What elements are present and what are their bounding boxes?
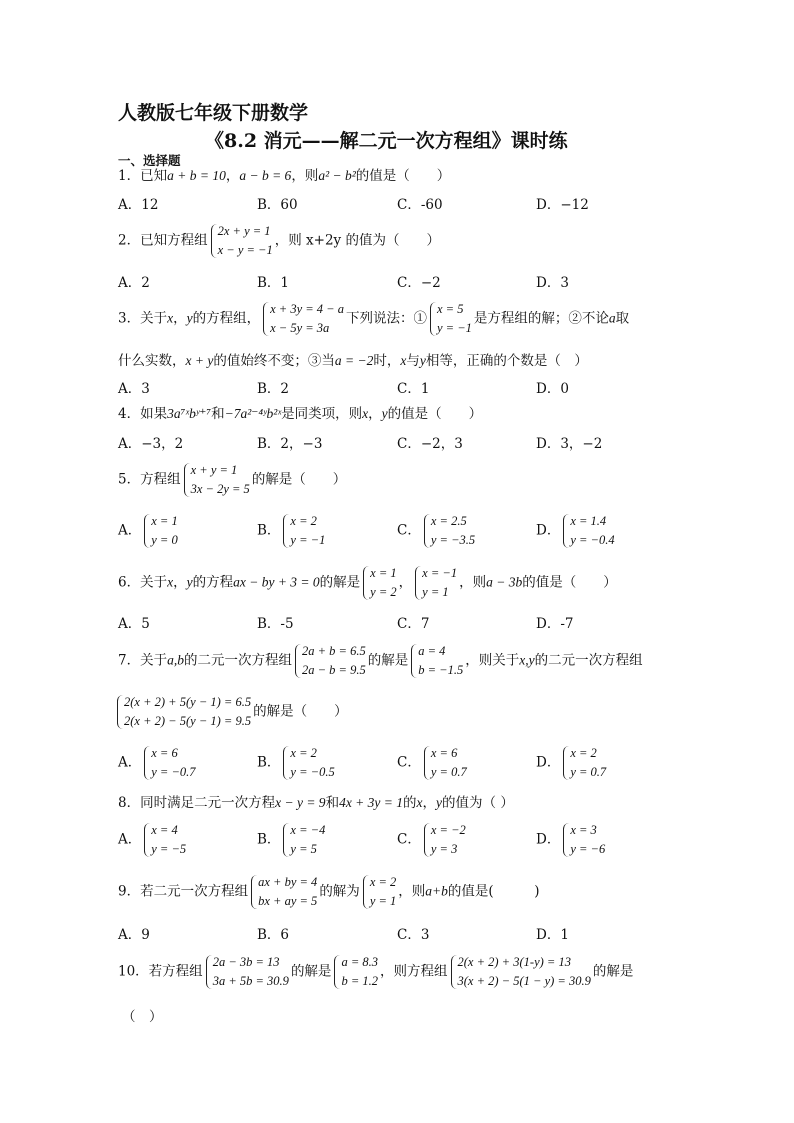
q1-option-b: B．60	[257, 197, 298, 213]
question-6: 6．关于x，y的方程ax − by + 3 = 0的解是 x = 1 y = 2 ， x = −1 y = 1 ，则a − 3b的值是（ ）	[118, 564, 617, 602]
q1-option-a: A．12	[118, 197, 159, 213]
q5-option-b: B． x = 2 y = −1	[257, 512, 327, 550]
q8-option-b: B． x = −4 y = 5	[257, 821, 327, 859]
q9-solution-system: x = 2 y = 1	[362, 873, 396, 911]
question-3-line-2: 什么实数，x + y的值始终不变；③当a = −2时，x与y相等，正确的个数是（ ）	[118, 353, 588, 369]
question-7: 7．关于a,b的二元一次方程组 2a + b = 6.5 2a − b = 9.5 的解是 a = 4 b = −1.5 ，则关于x,y的二元一次方程组	[118, 642, 643, 680]
q3-option-a: A．3	[118, 381, 150, 397]
q4-option-d: D．3，−2	[536, 436, 603, 452]
question-8: 8．同时满足二元一次方程x − y = 9和4x + 3y = 1的x，y的值为（ ）	[118, 795, 514, 811]
q7-option-b: B． x = 2 y = −0.5	[257, 744, 337, 782]
q2-option-a: A．2	[118, 275, 150, 291]
q7-option-a: A． x = 6 y = −0.7	[118, 744, 198, 782]
page-title: 《8.2 消元——解二元一次方程组》课时练	[205, 130, 568, 152]
q9-option-b: B．6	[257, 927, 290, 943]
q6-option-c: C．7	[397, 616, 430, 632]
q9-equation-system: ax + by = 4 bx + ay = 5	[250, 873, 317, 911]
q4-option-b: B．2，−3	[257, 436, 323, 452]
q3-option-b: B．2	[257, 381, 290, 397]
q6-option-d: D．-7	[536, 616, 574, 632]
question-7-line-2: 2(x + 2) + 5(y − 1) = 6.5 2(x + 2) − 5(y − 1) = 9.5 的解是（ ）	[114, 693, 348, 731]
q2-option-d: D．3	[536, 275, 569, 291]
q9-option-a: A．9	[118, 927, 150, 943]
subject-heading: 人教版七年级下册数学	[118, 102, 309, 124]
q10-xy-system: 2(x + 2) + 3(1-y) = 13 3(x + 2) − 5(1 − y) = 30.9	[450, 953, 591, 991]
q9-option-d: D．1	[536, 927, 569, 943]
q3-solution-system: x = 5 y = −1	[429, 300, 472, 338]
q5-option-d: D． x = 1.4 y = −0.4	[536, 512, 617, 550]
q3-option-d: D．0	[536, 381, 569, 397]
question-3: 3．关于x，y的方程组， x + 3y = 4 − a x − 5y = 3a 下列说法：① x = 5 y = −1 是方程组的解；②不论a取	[118, 300, 629, 338]
question-9: 9．若二元一次方程组 ax + by = 4 bx + ay = 5 的解为 x = 2 y = 1 ，则a+b的值是( )	[118, 873, 539, 911]
q2-option-c: C．−2	[397, 275, 441, 291]
q1-option-d: D．−12	[536, 197, 589, 213]
q3-option-c: C．1	[397, 381, 430, 397]
q6-solution-1: x = 1 y = 2	[362, 564, 396, 602]
q7-option-c: C． x = 6 y = 0.7	[397, 744, 469, 782]
q2-equation-system: 2x + y = 1 x − y = −1	[210, 222, 273, 260]
q7-system-xy: 2(x + 2) + 5(y − 1) = 6.5 2(x + 2) − 5(y − 1) = 9.5	[116, 693, 251, 731]
q5-equation-system: x + y = 1 3x − 2y = 5	[183, 461, 250, 499]
q10-solution-system: a = 8.3 b = 1.2	[333, 953, 378, 991]
section-heading: 一、选择题	[118, 153, 181, 168]
q5-option-a: A． x = 1 y = 0	[118, 512, 180, 550]
q8-option-a: A． x = 4 y = −5	[118, 821, 188, 859]
q4-option-a: A．−3，2	[118, 436, 184, 452]
q10-equation-system: 2a − 3b = 13 3a + 5b = 30.9	[205, 953, 289, 991]
q8-option-c: C． x = −2 y = 3	[397, 821, 468, 859]
question-2: 2．已知方程组 2x + y = 1 x − y = −1 ，则 x+2y 的值为（ ）	[118, 222, 440, 260]
q9-option-c: C．3	[397, 927, 430, 943]
q4-option-c: C．−2，3	[397, 436, 463, 452]
q7-option-d: D． x = 2 y = 0.7	[536, 744, 608, 782]
q3-equation-system: x + 3y = 4 − a x − 5y = 3a	[262, 300, 344, 338]
question-1: 1．已知a + b = 10，a − b = 6，则a² − b²的值是（ ）	[118, 168, 451, 184]
q2-option-b: B．1	[257, 275, 290, 291]
question-10-line-2: （ ）	[122, 1009, 163, 1025]
q5-option-c: C． x = 2.5 y = −3.5	[397, 512, 477, 550]
q6-option-a: A．5	[118, 616, 150, 632]
question-10: 10．若方程组 2a − 3b = 13 3a + 5b = 30.9 的解是 a = 8.3 b = 1.2 ，则方程组 2(x + 2) + 3(1-y) = 13 3(x + 2) − 5(1 − y) = 30.9 的解是	[118, 953, 633, 991]
q6-option-b: B．-5	[257, 616, 294, 632]
q8-option-d: D． x = 3 y = −6	[536, 821, 607, 859]
q6-solution-2: x = −1 y = 1	[414, 564, 457, 602]
question-5: 5．方程组 x + y = 1 3x − 2y = 5 的解是（ ）	[118, 461, 346, 499]
q7-system-ab: 2a + b = 6.5 2a − b = 9.5	[294, 642, 366, 680]
q1-option-c: C．-60	[397, 197, 443, 213]
question-4: 4．如果3a⁷ˣbʸ⁺⁷和−7a²⁻⁴ʸb²ˣ是同类项，则x，y的值是（ ）	[118, 406, 483, 422]
q7-solution-ab: a = 4 b = −1.5	[410, 642, 463, 680]
